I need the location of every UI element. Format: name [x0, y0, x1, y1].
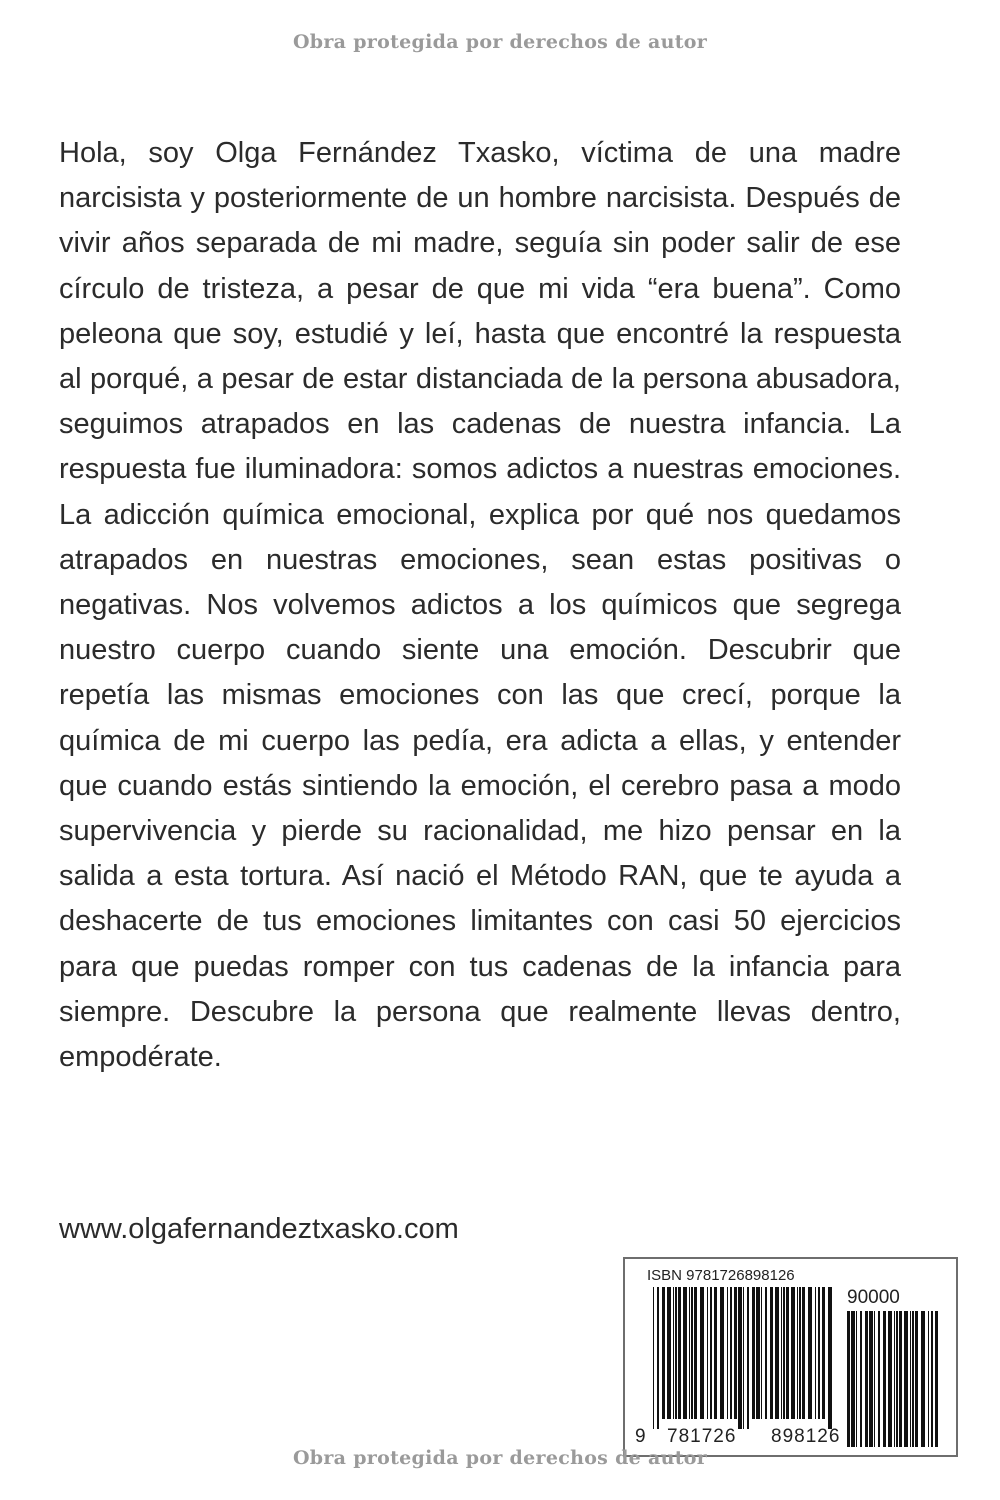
barcode-digits-right: 898126: [771, 1426, 841, 1447]
author-website: www.olgafernandeztxasko.com: [59, 1213, 459, 1245]
isbn-barcode: [623, 1257, 958, 1457]
barcode-digits-left: 781726: [667, 1426, 737, 1447]
copyright-watermark-top: Obra protegida por derechos de autor: [292, 31, 708, 53]
barcode-digit-first: 9: [635, 1426, 647, 1447]
back-cover-description: Hola, soy Olga Fernández Txasko, víctima de una madre narcisista y posteriormente de un hombre narcisista. Después de vivir años separada de mi madre, seguía sin poder salir de ese círculo de tristeza, a pesar de que mi vida “era buena”. Como peleona que soy, estudié y leí, hasta que encontré la respuesta al porqué, a pesar de estar distanciada de la persona abusadora, seguimos atrapados en las cadenas de nuestra infancia. La respuesta fue iluminadora: somos adictos a nuestras emociones. La adicción química emocional, explica por qué nos quedamos atrapados en nuestras emociones, sean estas positivas o negativas. Nos volvemos adictos a los químicos que segrega nuestro cuerpo cuando siente una emoción. Descubrir que repetía las mismas emociones con las que crecí, porque la química de mi cuerpo las pedía, era adicta a ellas, y entender que cuando estás sintiendo la emoción, el cerebro pasa a modo supervivencia y pierde su racionalidad, me hizo pensar en la salida a esta tortura. Así nació el Método RAN, que te ayuda a deshacerte de tus emociones limitantes con casi 50 ejercicios para que puedas romper con tus cadenas de la infancia para siempre. Descubre la persona que realmente llevas dentro, empodérate.: [59, 137, 901, 1074]
copyright-watermark-bottom: Obra protegida por derechos de autor: [292, 1447, 708, 1469]
isbn-label: ISBN 9781726898126: [647, 1267, 795, 1284]
price-code: 90000: [847, 1287, 900, 1308]
